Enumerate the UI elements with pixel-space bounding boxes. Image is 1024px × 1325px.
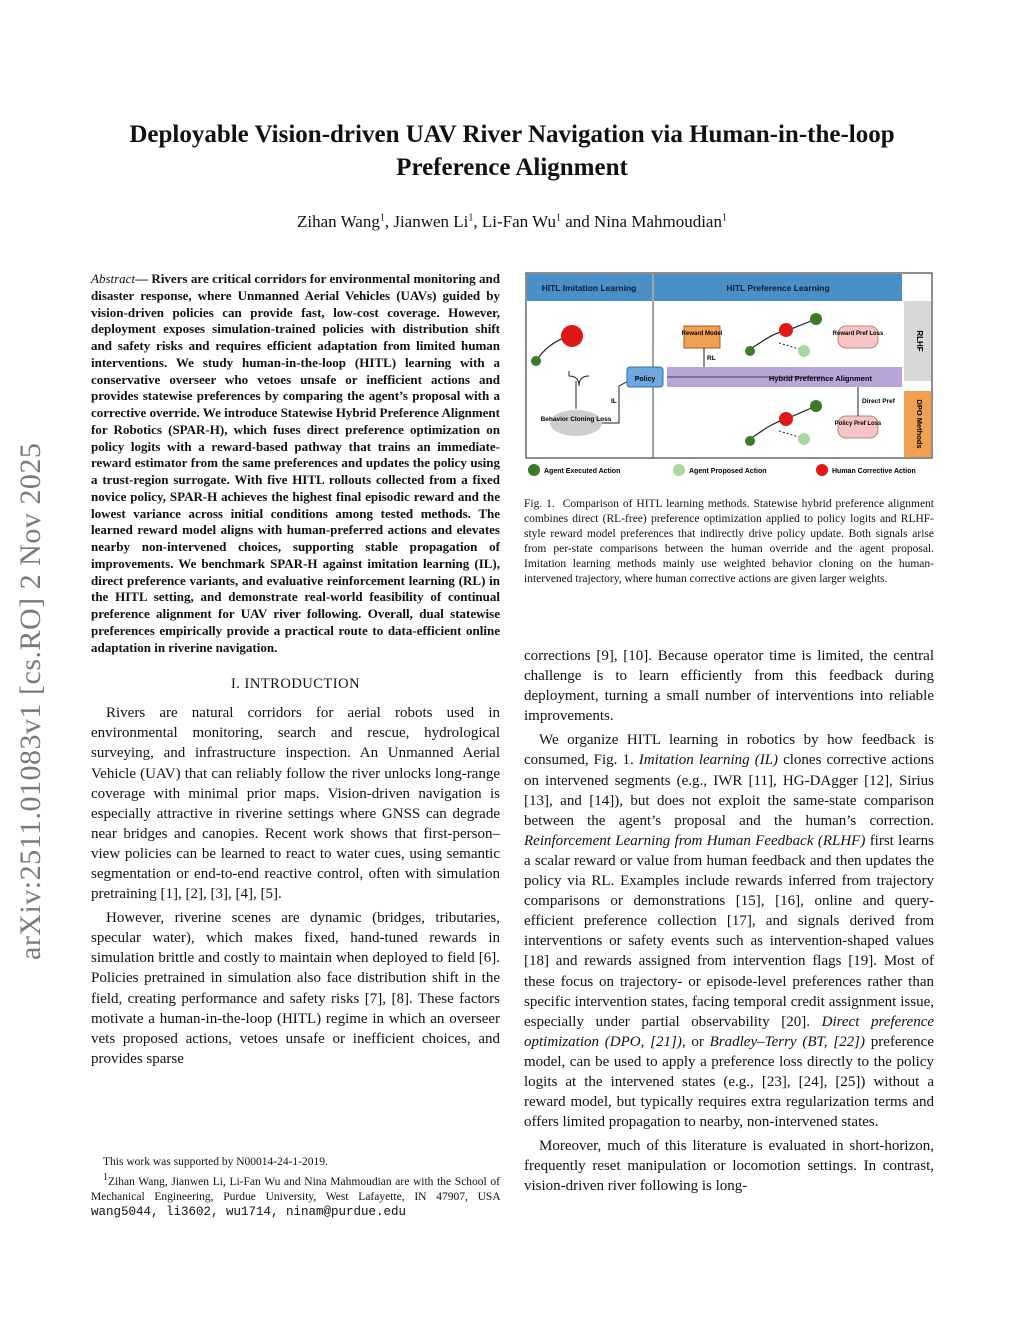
dpo-proposed-dot (798, 433, 810, 445)
rlhf-executed-dot (745, 346, 755, 356)
right-paragraph-1: corrections [9], [10]. Because operator time is limited, the central challenge is to learn efficiently from this feedback during deployment, turning a small number of interventions into reliable improvements. (524, 648, 934, 725)
il-label: IL (611, 398, 617, 405)
footnote-affiliation (91, 1170, 500, 1220)
il-corrective-dot (561, 325, 583, 347)
p2-dpo-term: Direct preference optimization (DPO, [21]) (524, 1013, 935, 1050)
legend-proposed-label: Agent Proposed Action (689, 468, 767, 475)
intro-paragraph-1: Rivers are natural corridors for aerial robots used in environmental monitoring, search and rescue, hydrological surveying, and infrastructure inspection. An Unmanned Aerial Vehicle (UAV) that can reliably follow the river unlocks long-range coverage with minimal prior maps. Vision-driven navigation is especially attractive in riverine settings where GNSS can degrade near bridges and canopies. Recent work shows that first-person–view policies can be learned to react to water cues, using semantic segmentation or end-to-end reactive control, often with simulation pretraining [1], [2], [3], [4], [5]. (91, 705, 500, 903)
caption-text: Comparison of HITL learning methods. Statewise hybrid preference alignment combines direct (RL-free) preference optimization applied to policy logits and RLHF-style reward model preferences that indirectly drive policy update. Both signals arise from per-state comparisons between the human override and the agent proposal. Imitation learning methods mainly use weighted behavior cloning on the human-intervened trajectory, where human corrective actions are given larger weights. (524, 498, 934, 585)
legend-corrective-dot (816, 464, 828, 476)
author-aff: 1 (555, 212, 561, 224)
right-column (524, 646, 934, 1201)
rlhf-proposed-dot (798, 345, 810, 357)
caption-label: Fig. 1. (524, 498, 555, 510)
p2-text-d: , or (681, 1033, 704, 1050)
paper-title (60, 118, 964, 184)
rl-label: RL (707, 355, 716, 362)
section-heading: I. INTRODUCTION (230, 676, 361, 693)
author-aff: 1 (468, 212, 474, 224)
figure-caption (524, 497, 934, 587)
footnote-emails: wang5044, li3602, wu1714, ninam@purdue.edu (91, 1204, 407, 1219)
intro-paragraph-2: However, riverine scenes are dynamic (bridges, tributaries, specular water), which makes fixed, hand-tuned rewards in simulation brittle and costly to maintain when deployed to field [6]. Policies pretrained in simulation also face distribution shift in the field, creating performance and safety risks [7], [8]. These factors motivate a human-in-the-loop (HITL) regime in which an overseer vets proposed actions, vetoes unsafe or inefficient choices, and provides sparse (91, 910, 500, 1067)
legend-executed-dot (528, 464, 540, 476)
reward-model-label: Reward Model (681, 331, 723, 337)
pref-panel-title: HITL Preference Learning (726, 283, 830, 293)
dpo-executed-dot-2 (810, 400, 822, 412)
p2-il-term: Imitation learning (IL) (638, 752, 779, 769)
dpo-corrective-dot (779, 412, 793, 426)
il-executed-dot (531, 356, 541, 366)
author-aff: 1 (379, 212, 385, 224)
policy-label: Policy (634, 376, 656, 383)
footnote-aff-mark: 1 (103, 1172, 108, 1183)
bc-loss-box (550, 410, 602, 436)
p2-rlhf-term: Reinforcement Learning from Human Feedback (RLHF) (524, 832, 866, 849)
intro-body (91, 703, 500, 1069)
policy-pref-loss-label: Policy Pref Loss (834, 421, 882, 427)
reward-pref-loss-box (838, 326, 878, 348)
title-line-2: Preference Alignment (396, 154, 628, 181)
rlhf-executed-dot-2 (810, 313, 822, 325)
author-name: Li-Fan Wu (481, 212, 556, 231)
figure-1 (524, 271, 934, 481)
author-aff: 1 (721, 212, 727, 224)
footnote-aff-text: Zihan Wang, Jianwen Li, Li-Fan Wu and Nina Mahmoudian are with the School of Mechanical Engineering, Purdue University, West Lafayette, IN 47907, USA (91, 1175, 500, 1203)
author-name: Zihan Wang (297, 212, 380, 231)
footnote-support: This work was supported by N00014-24-1-2019. (103, 1156, 328, 1168)
direct-pref-label: Direct Pref (862, 398, 895, 405)
dpo-side-label: DPO Methods (915, 399, 924, 449)
abstract (91, 271, 500, 656)
reward-model-box (684, 326, 720, 348)
p2-text-e: preference model, can be used to apply a preference loss directly to the policy logits at the intervened states (e.g., [23], [24], [25]) without a reward model, but typically requires extra regularization terms and offers limited propagation to nearby, non-intervened states. (524, 1033, 934, 1131)
legend-proposed-dot (673, 464, 685, 476)
author-name: Jianwen Li (393, 212, 469, 231)
footnotes (91, 1155, 500, 1220)
abstract-text: — Rivers are critical corridors for environmental monitoring and disaster response, where Unmanned Aerial Vehicles (UAVs) guided by vision-driven policies can provide fast, low-cost coverage. However, deployment exposes simulation-trained policies with distribution shift and safety risks and requires efficient adaptation from limited human interventions. We study human-in-the-loop (HITL) learning with a conservative overseer who vetoes unsafe or inefficient actions and provides statewise preferences by comparing the agent’s proposal with a corrective override. We introduce Statewise Hybrid Preference Alignment for Robotics (SPAR-H), which fuses direct preference optimization on policy logits with a reward-based pathway that trains an immediate-reward estimator from the same preferences and updates the policy using a trust-region surrogate. With five HITL rollouts collected from a fixed novice policy, SPAR-H achieves the highest final episodic reward and the lowest variance across initial conditions among tested methods. The learned reward model aligns with human-preferred actions and elevates nearby non-intervened choices, supporting stable propagation of improvements. We benchmark SPAR-H against imitation learning (IL), direct preference variants, and evaluative reinforcement learning (RL) in the HITL setting, and demonstrate real-world feasibility of continual preference alignment for UAV river following. Overall, dual statewise preferences empirically provide a practical route to data-efficient online adaptation in riverine navigation. (91, 271, 500, 655)
left-column (91, 271, 500, 1073)
rlhf-corrective-dot (779, 323, 793, 337)
reward-pref-loss-label: Reward Pref Loss (832, 331, 884, 337)
arxiv-stamp: arXiv:2511.01083v1 [cs.RO] 2 Nov 2025 (14, 442, 47, 960)
title-line-1: Deployable Vision-driven UAV River Navigation via Human-in-the-loop (129, 121, 895, 148)
dpo-executed-dot (745, 436, 755, 446)
rlhf-side-label: RLHF (915, 330, 924, 352)
p2-text-c: first learns a scalar reward or value from human feedback and then updates the policy via RL. Examples include rewards inferred from trajectory comparisons or demonstrations [15], [16], online and query-efficient preference collection [17], and signals derived from interventions or safety events such as intervention-shaped values [18] and rewards assigned from intervention flags [19]. Most of these focus on trajectory- or episode-level preferences rather than specific intervention states, facing temporal credit assignment issue, especially under partial observability [20]. (524, 832, 935, 1030)
author-list: Zihan Wang$^1$, Jianwen Li$^1$, Li-Fan Wu$^1$ and Nina Mahmoudian$^1$ (297, 212, 727, 231)
p2-text-b: clones corrective actions on intervened segments (e.g., IWR [11], HG-DAgger [12], Sirius [13], and [14]), but does not exploit the same-state comparison between the agent’s proposal and the human’s correction. (524, 752, 934, 829)
author-name: Nina Mahmoudian (594, 212, 722, 231)
abstract-label: Abstract (91, 271, 136, 286)
right-paragraph-3: Moreover, much of this literature is evaluated in short-horizon, frequently reset manipulation or locomotion settings. In contrast, vision-driven river following is long- (524, 1138, 934, 1195)
p2-bt-term: Bradley–Terry (BT, [22]) (709, 1033, 865, 1050)
bc-loss-label: Behavior Cloning Loss (540, 416, 612, 423)
policy-pref-loss-box (838, 416, 878, 438)
legend-executed-label: Agent Executed Action (544, 468, 621, 475)
hybrid-label: Hybrid Preference Alignment (768, 374, 872, 383)
right-paragraph-2 (524, 730, 934, 1132)
il-panel-title: HITL Imitation Learning (541, 283, 637, 293)
p2-text-a: We organize HITL learning in robotics by how feedback is consumed, Fig. 1. (524, 732, 934, 769)
legend-corrective-label: Human Corrective Action (832, 468, 916, 475)
